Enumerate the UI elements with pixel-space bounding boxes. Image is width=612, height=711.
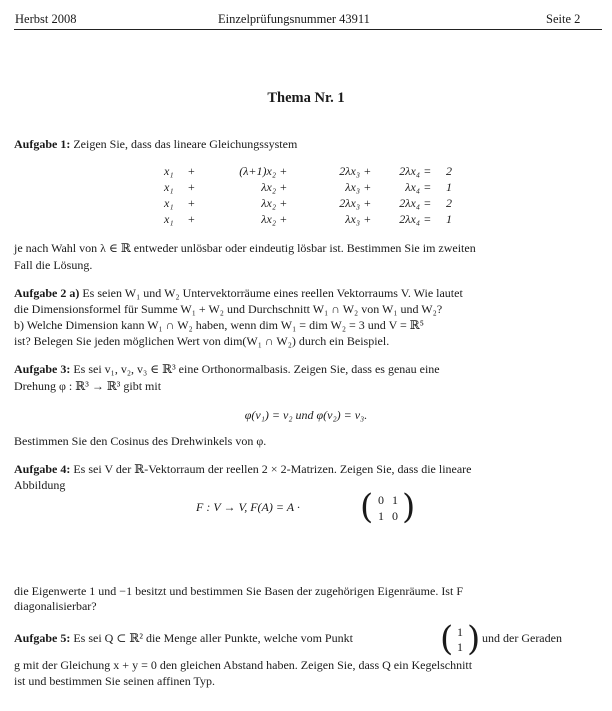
eq-cell-r2-c8: = [424,180,431,194]
eq-cell-r1-c8: = [424,164,431,178]
eq-cell-r1-c5: 2λx₃ [339,164,360,178]
task-3-line-2: Drehung φ : ℝ³ → ℝ³ gibt mit [14,379,162,393]
task-2-text-1: Es seien W₁ und W₂ Untervektorräume eines reellen Vektorraums V. Wie lautet [82,286,463,300]
eq-cell-r1-c9: 2 [446,164,452,178]
eq-cell-r1-c2: + [188,164,195,178]
eq-cell-r2-c9: 1 [446,180,452,194]
task-4-formula: F : V → V, F(A) = A · [196,500,300,514]
eq-cell-r2-c4: + [280,180,287,194]
task-3-text-1: Es sei v₁, v₂, v₃ ∈ ℝ³ eine Orthonormalbasis. Zeigen Sie, dass es genau eine [73,362,440,376]
eq-cell-r3-c1: x₁ [164,196,174,210]
matrix-cell-12: 1 [392,493,398,507]
eq-cell-r1-c1: x₁ [164,164,174,178]
eq-cell-r2-c5: λx₃ [345,180,360,194]
task-4-line-2: Abbildung [14,478,66,492]
task-5-vector [440,619,481,659]
task-5-text-1b: und der Geraden [482,631,562,645]
eq-cell-r2-c7: λx₄ [405,180,420,194]
eq-cell-r4-c3: λx₂ [261,212,276,226]
eq-cell-r4-c2: + [188,212,195,226]
task-4-line-3: die Eigenwerte 1 und −1 besitzt und bestimmen Sie Basen der zugehörigen Eigenräume. Ist F [14,584,463,598]
page-title: Thema Nr. 1 [267,90,345,106]
task-2-line-2: die Dimensionsformel für Summe W₁ + W₂ und Durchschnitt W₁ ∩ W₂ von W₁ und W₂? [14,302,443,316]
task-4-label: Aufgabe 4: [14,462,71,476]
task-1-line-1: je nach Wahl von λ ∈ ℝ entweder unlösbar oder eindeutig lösbar ist. Bestimmen Sie im zweiten [14,241,476,255]
vector-cell-2: 1 [457,640,463,654]
eq-cell-r3-c2: + [188,196,195,210]
vector-left-paren: ( [440,619,454,659]
task-5-text-1a: Es sei Q ⊂ ℝ² die Menge aller Punkte, welche vom Punkt [73,631,353,645]
header-center: Einzelprüfungsnummer 43911 [218,12,370,26]
eq-cell-r3-c5: 2λx₃ [339,196,360,210]
header-rule [14,29,602,30]
eq-cell-r4-c8: = [424,212,431,226]
eq-cell-r4-c4: + [280,212,287,226]
eq-cell-r3-c7: 2λx₄ [399,196,420,210]
task-4-text-1: Es sei V der ℝ-Vektorraum der reellen 2 × 2-Matrizen. Zeigen Sie, dass die lineare [73,462,472,476]
header-left: Herbst 2008 [15,12,77,26]
task-3-label: Aufgabe 3: [14,362,71,376]
task-1-text: Zeigen Sie, dass das lineare Gleichungssystem [73,137,298,151]
eq-cell-r3-c9: 2 [446,196,452,210]
eq-cell-r2-c3: λx₂ [261,180,276,194]
task-4-line-1 [14,461,602,477]
eq-cell-r4-c1: x₁ [164,212,174,226]
eq-cell-r4-c5: λx₃ [345,212,360,226]
task-5-line-2: g mit der Gleichung x + y = 0 den gleichen Abstand haben. Zeigen Sie, dass Q ein Kegelschnitt [14,658,473,672]
task-4-line-4: diagonalisierbar? [14,599,97,613]
task-1-label: Aufgabe 1: [14,137,71,151]
eq-cell-r2-c6: + [364,180,371,194]
task-5-line-3: ist und bestimmen Sie seinen affinen Typ. [14,674,216,688]
eq-cell-r2-c1: x₁ [164,180,174,194]
matrix-cell-11: 0 [378,493,384,507]
eq-cell-r1-c4: + [280,164,287,178]
task-1-line-2: Fall die Lösung. [14,258,93,272]
vector-right-paren: ) [467,619,481,659]
header-right: Seite 2 [546,12,581,26]
eq-cell-r1-c3: (λ+1)x₂ [239,164,276,178]
task-2-label: Aufgabe 2 a) [14,286,80,300]
task-2-line-3: b) Welche Dimension kann W₁ ∩ W₂ haben, wenn dim W₁ = dim W₂ = 3 und V = ℝ⁵ [14,318,424,332]
eq-cell-r3-c8: = [424,196,431,210]
task-3-formula: φ(v₁) = v₂ und φ(v₂) = v₃. [244,408,368,422]
eq-cell-r4-c7: 2λx₄ [399,212,420,226]
eq-cell-r1-c7: 2λx₄ [399,164,420,178]
task-1-intro [14,136,602,152]
eq-cell-r3-c6: + [364,196,371,210]
vector-cell-1: 1 [457,625,463,639]
eq-cell-r3-c3: λx₂ [261,196,276,210]
task-5-label: Aufgabe 5: [14,631,71,645]
eq-cell-r4-c6: + [364,212,371,226]
equation-system [0,163,612,233]
matrix-left-paren: ( [360,487,374,527]
task-2-line-4: ist? Belegen Sie jeden möglichen Wert von dim(W₁ ∩ W₂) durch ein Beispiel. [14,334,390,348]
eq-cell-r3-c4: + [280,196,287,210]
eq-cell-r4-c9: 1 [446,212,452,226]
matrix-cell-21: 1 [378,509,384,523]
eq-cell-r2-c2: + [188,180,195,194]
eq-cell-r1-c6: + [364,164,371,178]
task-3-line-3: Bestimmen Sie den Cosinus des Drehwinkels von φ. [14,434,267,448]
task-3-line-1 [14,361,602,377]
task-2-line-1 [14,285,602,301]
matrix-cell-22: 0 [392,509,398,523]
matrix-right-paren: ) [402,487,416,527]
